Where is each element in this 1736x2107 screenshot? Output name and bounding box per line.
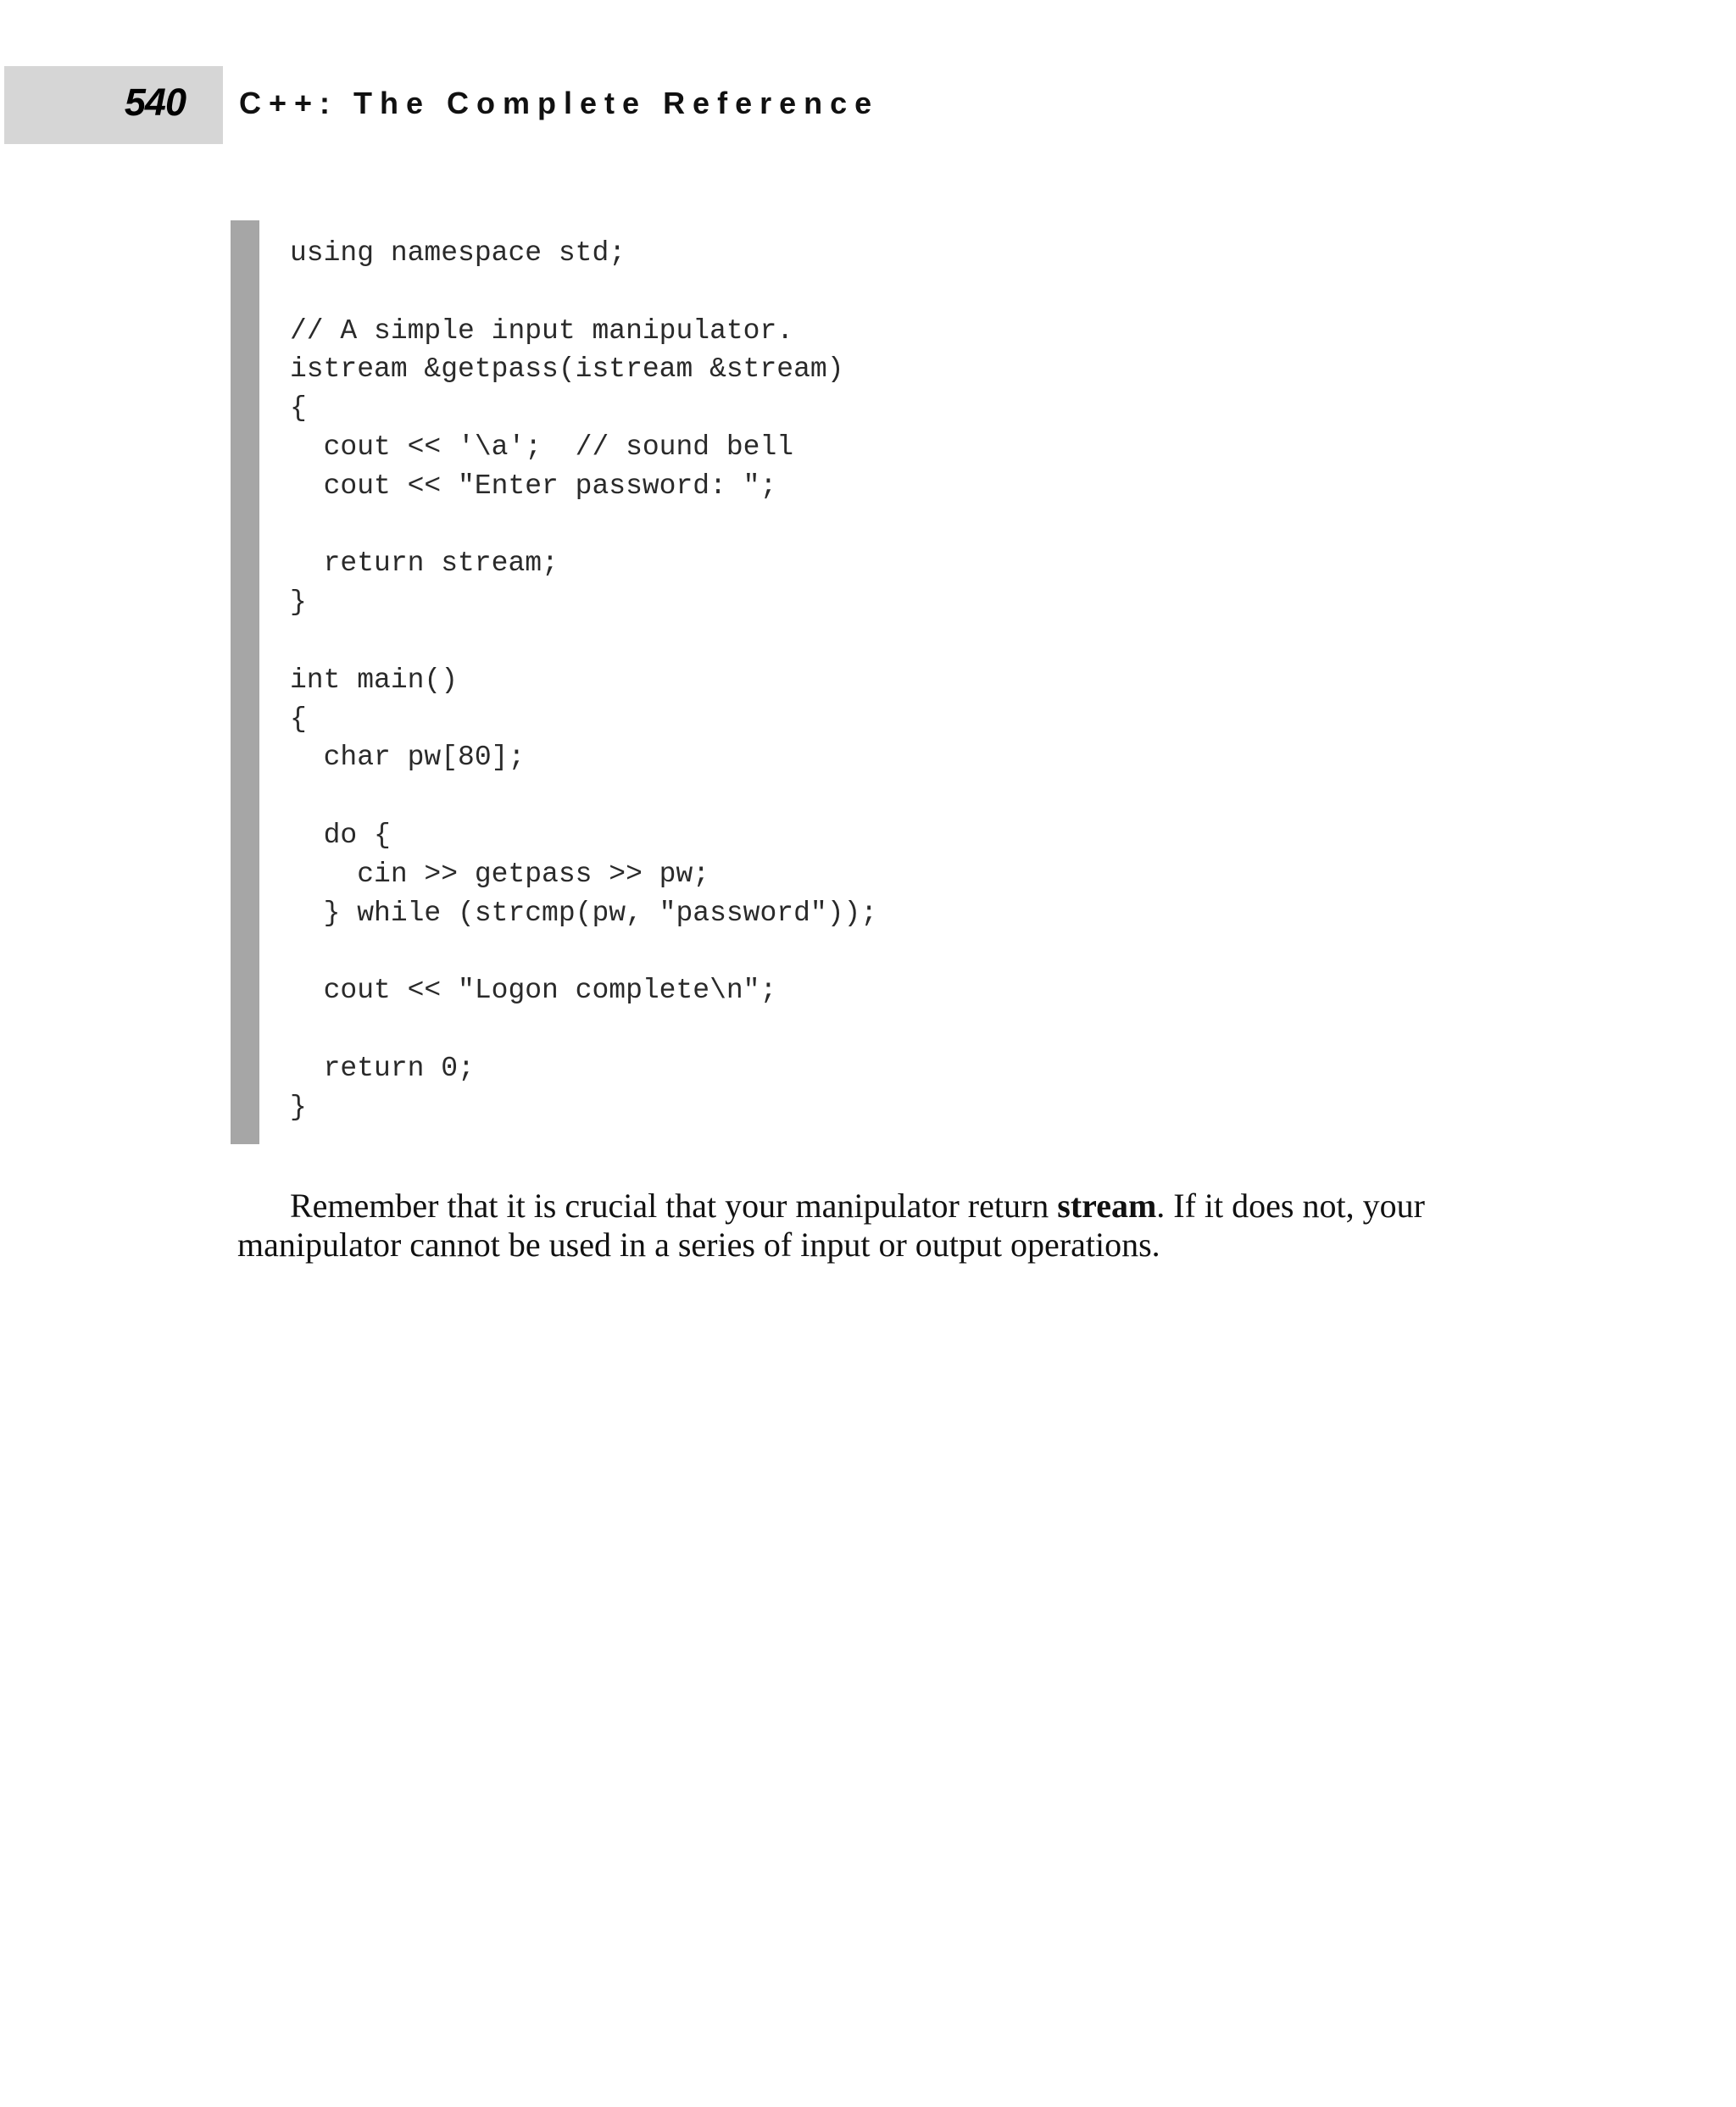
page-number: 540 <box>124 81 186 124</box>
code-line: istream &getpass(istream &stream) <box>290 353 844 386</box>
code-line: { <box>290 392 307 425</box>
code-line <box>290 506 877 545</box>
code-line: cout << '\a'; // sound bell <box>290 431 794 463</box>
paragraph-text-start: Remember that it is crucial that your manipulator return <box>290 1187 1058 1225</box>
code-line: cout << "Enter password: "; <box>290 470 777 502</box>
code-listing <box>290 234 877 1126</box>
code-line: return 0; <box>290 1052 475 1084</box>
code-line: } <box>290 587 307 619</box>
page-number-tab <box>4 66 223 144</box>
code-line: cout << "Logon complete\n"; <box>290 975 777 1007</box>
code-line <box>290 932 877 971</box>
code-line: char pw[80]; <box>290 742 526 774</box>
code-line: do { <box>290 819 391 851</box>
code-line: cin >> getpass >> pw; <box>290 858 710 890</box>
running-header-title: C++: The Complete Reference <box>239 86 880 120</box>
code-line: int main() <box>290 664 459 696</box>
body-paragraph <box>237 1187 1488 1265</box>
code-listing-bar <box>231 220 259 1144</box>
code-line: // A simple input manipulator. <box>290 314 794 347</box>
code-line <box>290 622 877 661</box>
code-line: } while (strcmp(pw, "password")); <box>290 897 878 929</box>
code-line: } <box>290 1091 307 1123</box>
code-line <box>290 1010 877 1049</box>
code-line: using namespace std; <box>290 237 626 269</box>
paragraph-bold-term: stream <box>1057 1187 1157 1225</box>
code-line: { <box>290 703 307 735</box>
code-line: return stream; <box>290 548 559 580</box>
code-line <box>290 273 877 312</box>
paragraph-text-end: . If it does not, your manipulator cannot be used in a series of input or output operations. <box>237 1187 1425 1264</box>
code-line <box>290 777 877 816</box>
